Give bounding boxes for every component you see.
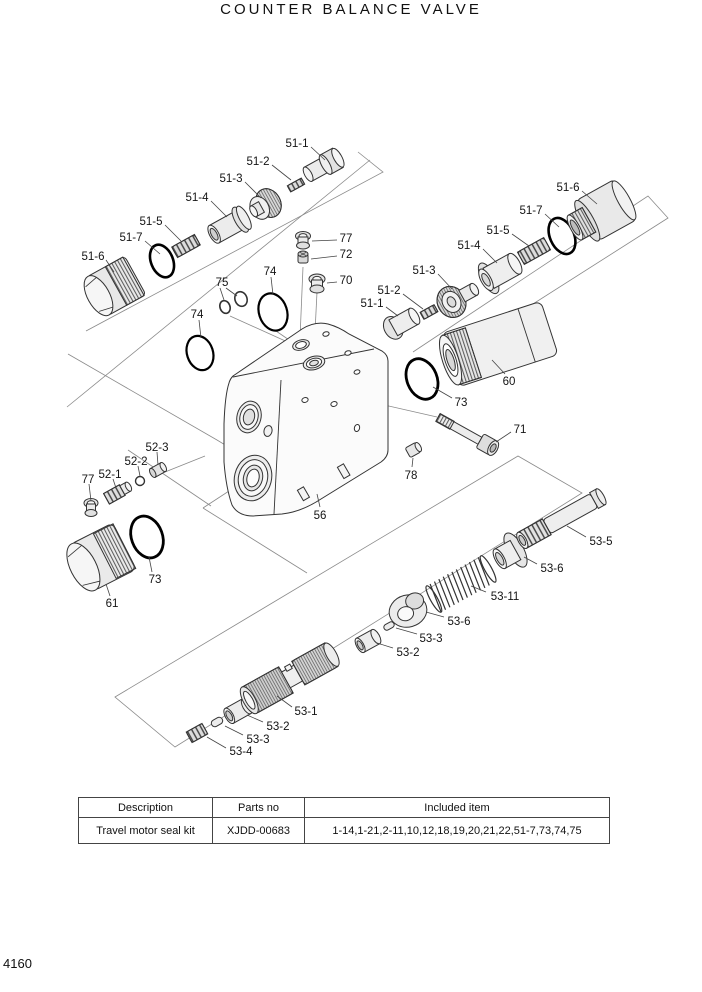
part-75-ring-a xyxy=(218,299,232,315)
leader-line-51-7 xyxy=(145,241,160,254)
leader-line-75 xyxy=(226,288,237,296)
callout-label-51-2: 51-2 xyxy=(377,285,401,297)
callout-label-74: 74 xyxy=(190,309,204,321)
callout-label-51-2: 51-2 xyxy=(246,156,270,168)
part-77-screw-top xyxy=(296,232,311,250)
part-51-1-plug-left xyxy=(300,146,347,185)
callout-label-51-3: 51-3 xyxy=(412,265,436,277)
column-header-included-item: Included item xyxy=(305,798,610,818)
leader-line-51-2 xyxy=(403,294,423,309)
part-53-4-plug xyxy=(186,723,208,742)
leader-line-53-11 xyxy=(471,586,486,592)
leader-line-53-6 xyxy=(426,612,444,617)
leader-line-77 xyxy=(312,240,337,241)
part-71-bolt xyxy=(434,410,501,457)
callout-label-53-6: 53-6 xyxy=(447,616,471,628)
callout-label-51-5: 51-5 xyxy=(139,216,163,228)
column-header-parts-no: Parts no xyxy=(213,798,305,818)
leader-line-51-5 xyxy=(165,225,181,241)
part-51-2-spring-left xyxy=(287,178,304,192)
part-73-oring-left xyxy=(125,511,169,562)
seal-kit-table xyxy=(78,797,610,844)
leader-line-53-3 xyxy=(396,628,417,634)
leader-line-53-4 xyxy=(207,737,226,748)
callout-label-53-1: 53-1 xyxy=(294,706,318,718)
leader-line-75 xyxy=(220,288,224,300)
leader-line-70 xyxy=(327,282,337,283)
callout-label-51-1: 51-1 xyxy=(360,298,384,310)
leader-line-51-1 xyxy=(386,307,398,316)
part-51-2-spring-right xyxy=(420,305,438,320)
leader-line-72 xyxy=(311,256,337,259)
callout-label-53-4: 53-4 xyxy=(229,746,253,758)
callout-label-51-1: 51-1 xyxy=(285,138,309,150)
part-70-screw xyxy=(309,274,325,293)
part-53-11-spring xyxy=(424,554,499,614)
callout-label-51-3: 51-3 xyxy=(219,173,243,185)
callout-label-73: 73 xyxy=(148,574,162,586)
callout-label-51-7: 51-7 xyxy=(519,205,543,217)
leader-line-53-3 xyxy=(225,726,243,735)
part-72-plug xyxy=(298,251,308,263)
callout-label-53-3: 53-3 xyxy=(419,633,443,645)
callout-label-56: 56 xyxy=(313,510,327,522)
part-51-5-spring-left xyxy=(172,234,201,257)
leader-line-53-2 xyxy=(377,643,393,648)
callout-label-51-4: 51-4 xyxy=(457,240,481,252)
part-53-1-spool xyxy=(237,639,343,716)
callout-label-51-7: 51-7 xyxy=(119,232,143,244)
callout-label-53-6: 53-6 xyxy=(540,563,564,575)
callout-label-51-4: 51-4 xyxy=(185,192,209,204)
leader-line-53-5 xyxy=(567,526,586,537)
leader-line-51-7 xyxy=(545,214,559,227)
part-51-6-plug-left xyxy=(78,256,146,320)
part-74-oring-b xyxy=(182,332,218,373)
callout-label-72: 72 xyxy=(339,249,353,261)
table-row xyxy=(79,818,610,844)
part-51-3-nut-right xyxy=(431,274,485,323)
callout-label-77: 77 xyxy=(81,474,95,486)
part-51-4-bushing-left xyxy=(203,203,254,248)
callout-label-52-1: 52-1 xyxy=(98,469,122,481)
callout-label-53-5: 53-5 xyxy=(589,536,613,548)
callout-label-73: 73 xyxy=(454,397,468,409)
leader-line-51-4 xyxy=(211,201,227,217)
part-61-cap xyxy=(60,523,136,596)
part-73-oring-right xyxy=(400,354,444,404)
callout-label-52-3: 52-3 xyxy=(145,442,169,454)
cell-included-item: 1-14,1-21,2-11,10,12,18,19,20,21,22,51-7,73,74,75 xyxy=(305,818,610,844)
table-header-row xyxy=(79,798,610,818)
part-53-3-pin-lower xyxy=(210,716,224,728)
callout-label-51-5: 51-5 xyxy=(486,225,510,237)
part-74-oring-a xyxy=(254,290,292,335)
cell-parts-no: XJDD-00683 xyxy=(213,818,305,844)
callout-label-77: 77 xyxy=(339,233,353,245)
part-52-1-screw xyxy=(104,480,134,504)
part-77-screw-left xyxy=(84,499,98,517)
callout-label-61: 61 xyxy=(105,598,119,610)
callout-label-71: 71 xyxy=(513,424,527,436)
cell-description: Travel motor seal kit xyxy=(79,818,213,844)
leader-line-51-4 xyxy=(483,249,497,263)
leader-line-51-5 xyxy=(512,234,529,246)
page-title: COUNTER BALANCE VALVE xyxy=(220,1,482,18)
callout-label-75: 75 xyxy=(215,277,229,289)
leader-line-53-2 xyxy=(247,715,263,722)
leader-line-61 xyxy=(106,584,110,596)
leader-line-71 xyxy=(496,432,511,442)
callout-label-78: 78 xyxy=(404,470,418,482)
leader-line-51-3 xyxy=(245,182,261,198)
part-52-2-ring xyxy=(136,477,145,486)
leader-line-78 xyxy=(412,458,413,467)
callout-label-53-2: 53-2 xyxy=(396,647,420,659)
callout-label-51-6: 51-6 xyxy=(556,182,580,194)
callout-label-60: 60 xyxy=(502,376,516,388)
callout-label-74: 74 xyxy=(263,266,277,278)
callout-label-70: 70 xyxy=(339,275,353,287)
callout-label-53-2: 53-2 xyxy=(266,721,290,733)
part-75-ring-b xyxy=(233,290,249,308)
leader-line-51-2 xyxy=(272,165,291,180)
page-number: 4160 xyxy=(3,956,32,971)
callout-label-53-11: 53-11 xyxy=(490,591,520,603)
leader-line-51-3 xyxy=(438,274,452,289)
part-78-plug xyxy=(405,441,423,458)
part-56-valve-body xyxy=(224,323,388,516)
column-header-description: Description xyxy=(79,798,213,818)
callout-label-52-2: 52-2 xyxy=(124,456,148,468)
part-53-2-cup-upper xyxy=(353,628,383,654)
callout-label-51-6: 51-6 xyxy=(81,251,105,263)
callout-label-53-3: 53-3 xyxy=(246,734,270,746)
part-51-1-plug-right xyxy=(380,304,424,343)
